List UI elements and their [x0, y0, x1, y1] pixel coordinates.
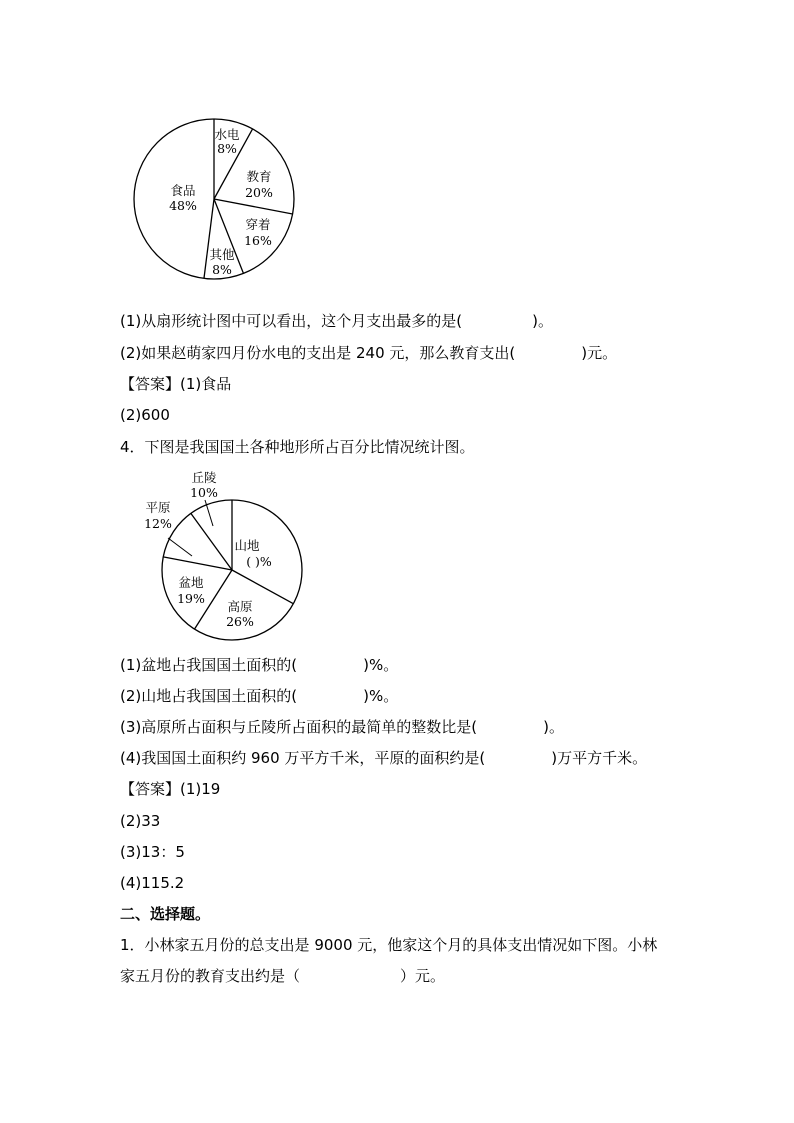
slice-value-shipin: 48%: [169, 198, 197, 213]
q4-answer-2: (2)33: [120, 812, 161, 830]
section-title: 二、选择题。: [120, 905, 211, 923]
slice-value-chuanzhuo: 16%: [244, 233, 272, 248]
slice-value-shandi: ( )%: [246, 554, 272, 569]
q3-part1: (1)从扇形统计图中可以看出，这个月支出最多的是( )。: [120, 312, 553, 330]
slice-label-qiuling: 丘陵: [191, 470, 217, 485]
q4-answer-4: (4)115.2: [120, 874, 185, 892]
terrain-pie-chart: [135, 468, 335, 643]
slice-label-pingyuan: 平原: [145, 500, 171, 515]
expense-pie-chart: [130, 115, 300, 285]
slice-value-pingyuan: 12%: [144, 516, 172, 531]
slice-value-jiaoyu: 20%: [245, 185, 273, 200]
q4-answer-1: 【答案】(1)19: [120, 780, 221, 798]
slice-value-shuidian: 8%: [217, 141, 237, 156]
q4-part4: (4)我国国土面积约 960 万平方千米，平原的面积约是( )万平方千米。: [120, 749, 648, 767]
q3-answer-1: 【答案】(1)食品: [120, 375, 232, 393]
q3-answer-2: (2)600: [120, 406, 170, 424]
slice-label-gaoyuan: 高原: [227, 599, 253, 614]
slice-label-chuanzhuo: 穿着: [245, 217, 271, 232]
s2-q1-line1: 1．小林家五月份的总支出是 9000 元，他家这个月的具体支出情况如下图。小林: [120, 936, 658, 954]
q4-part1: (1)盆地占我国国土面积的( )%。: [120, 656, 399, 674]
slice-value-qiuling: 10%: [190, 485, 218, 500]
slice-label-shipin: 食品: [170, 183, 196, 198]
q4-part3: (3)高原所占面积与丘陵所占面积的最简单的整数比是( )。: [120, 718, 564, 736]
slice-label-qita: 其他: [209, 247, 235, 262]
slice-value-qita: 8%: [212, 262, 232, 277]
q3-part2: (2)如果赵萌家四月份水电的支出是 240 元，那么教育支出( )元。: [120, 344, 618, 362]
slice-label-jiaoyu: 教育: [246, 169, 272, 184]
q4-part2: (2)山地占我国国土面积的( )%。: [120, 687, 399, 705]
slice-label-shuidian: 水电: [214, 127, 240, 142]
q4-answer-3: (3)13：5: [120, 843, 185, 861]
q4-intro: 4．下图是我国国土各种地形所占百分比情况统计图。: [120, 438, 475, 456]
slice-value-gaoyuan: 26%: [226, 614, 254, 629]
slice-label-shandi: 山地: [234, 538, 260, 553]
s2-q1-line2: 家五月份的教育支出约是（ ）元。: [120, 967, 446, 985]
slice-value-pendi: 19%: [177, 591, 205, 606]
slice-label-pendi: 盆地: [178, 575, 204, 590]
